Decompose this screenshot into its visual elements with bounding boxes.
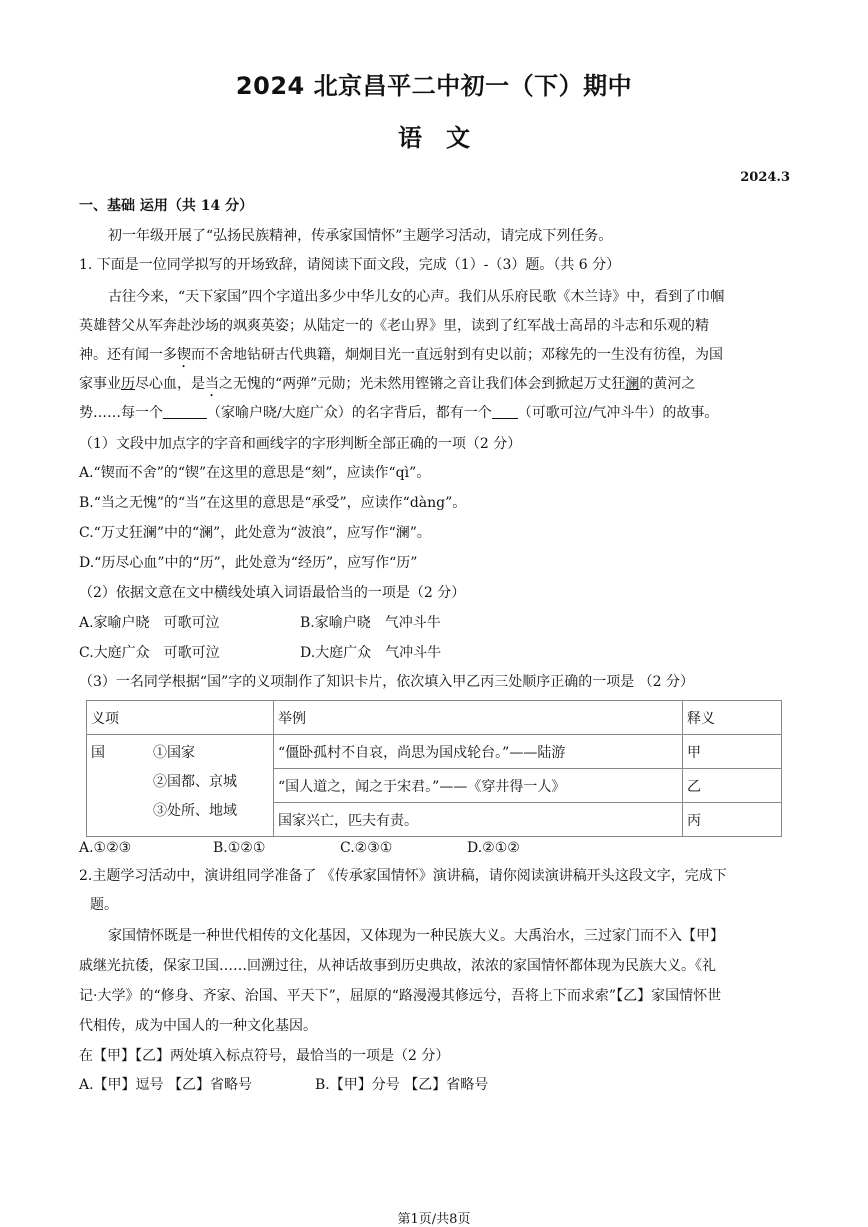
- section-intro: 初一年级开展了“弘扬民族精神，传承家国情怀”主题学习活动，请完成下列任务。: [108, 228, 613, 244]
- q1-paragraph-line-2: 英雄替父从军奔赴沙场的飒爽英姿；从陆定一的《老山界》里，读到了红军战士高昂的斗志和乐观的精: [79, 318, 709, 334]
- option-row: [79, 1075, 784, 1095]
- q1-paragraph-line-1: 古往今来，“天下家国”四个字道出多少中华儿女的心声。我们从乐府民歌《木兰诗》中，看到了巾帼: [108, 289, 725, 305]
- answer-cell: 丙: [683, 803, 782, 837]
- text-segment: 家事业: [79, 376, 121, 392]
- option-b[interactable]: B.家喻户晓 气冲斗牛: [300, 615, 441, 631]
- section-heading: 一、基础 运用（共 14 分）: [79, 198, 254, 214]
- table-header: 释义: [683, 701, 782, 735]
- q1-paragraph-line-4: [79, 374, 784, 400]
- meaning-list: [153, 739, 237, 826]
- q2-paragraph-line-2: 戚继光抗倭，保家卫国……回溯过往，从神话故事到历史典故，浓浓的家国情怀都体现为民族大义。《礼: [79, 958, 716, 974]
- subject-title: 语 文: [398, 124, 470, 152]
- exam-date: 2024.3: [740, 170, 790, 185]
- q2-stem-line-1: 2.主题学习活动中，演讲组同学准备了 《传承家国情怀》演讲稿，请你阅读演讲稿开头这段文字，完成下: [79, 868, 727, 884]
- table-header: 义项: [87, 701, 274, 735]
- answer-cell: 乙: [683, 769, 782, 803]
- option-c[interactable]: C.②③①: [340, 840, 393, 856]
- meaning-cell: [87, 735, 274, 837]
- q2-paragraph-line-1: 家国情怀既是一种世代相传的文化基因，又体现为一种民族大义。大禹治水，三过家门而不入【甲】: [108, 928, 724, 944]
- page-number: 第1页/共8页: [397, 1212, 471, 1227]
- answer-blank[interactable]: [163, 404, 207, 419]
- text-segment: 之无愧的“两弹”元勋；光未然用铿锵之音让我们体会到掀起万丈狂: [219, 376, 626, 392]
- option-d[interactable]: D.“历尽心血”中的“历”，此处意为“经历”，应写作“历”: [79, 555, 418, 571]
- option-b[interactable]: B.【甲】分号 【乙】省略号: [315, 1077, 489, 1093]
- option-c[interactable]: C.“万丈狂澜”中的“澜”，此处意为“波浪”，应写作“澜”。: [79, 525, 431, 541]
- q2-paragraph-line-4: 代相传，成为中国人的一种文化基因。: [79, 1018, 317, 1034]
- example-cell: 国家兴亡，匹夫有责。: [274, 803, 683, 837]
- text-segment: 而不舍地钻研古代典籍，炯炯目光一直远射到有史以前；邓稼先的一生没有彷徨，为国: [191, 347, 723, 363]
- example-cell: “僵卧孤村不自哀，尚思为国戍轮台。”——陆游: [274, 735, 683, 769]
- option-c[interactable]: C.大庭广众 可歌可泣: [79, 645, 220, 661]
- sub-question-1: （1）文段中加点字的字音和画线字的字形判断全部正确的一项（2 分）: [79, 436, 522, 452]
- text-segment: （可歌可泣/气冲斗牛）的故事。: [517, 405, 719, 421]
- text-segment: （家喻户晓/大庭广众）的名字背后，都有一个: [207, 405, 492, 421]
- exam-title: 2024 北京昌平二中初一（下）期中: [235, 72, 633, 100]
- option-row: [79, 838, 784, 858]
- option-d[interactable]: D.②①②: [467, 840, 520, 856]
- q1-stem: 1. 下面是一位同学拟写的开场致辞，请阅读下面文段，完成（1）-（3）题。（共 6 分）: [79, 257, 621, 273]
- underlined-char: 历: [121, 376, 135, 392]
- option-b[interactable]: B.“当之无愧”的“当”在这里的意思是“承受”，应读作“dàng”。: [79, 495, 467, 511]
- answer-cell: 甲: [683, 735, 782, 769]
- meaning-item: ③处所、地域: [153, 803, 237, 819]
- underlined-char: 澜: [625, 376, 640, 392]
- option-row: [79, 613, 784, 633]
- dotted-char: 锲: [177, 347, 191, 363]
- sub-question-2: （2）依据文意在文中横线处填入词语最恰当的一项是（2 分）: [79, 585, 466, 601]
- text-segment: 神。还有闻一多: [79, 347, 177, 363]
- headword: 国: [91, 745, 105, 761]
- knowledge-card-table: [86, 700, 782, 837]
- table-header-row: [87, 701, 782, 735]
- meaning-item: ①国家: [153, 745, 195, 761]
- text-segment: 势……每一个: [79, 405, 163, 421]
- q2-stem-line-2: 题。: [90, 897, 118, 913]
- text-segment: 的黄河之: [639, 376, 696, 392]
- option-d[interactable]: D.大庭广众 气冲斗牛: [300, 645, 442, 661]
- table-row: [87, 735, 782, 769]
- sub-question-3: （3）一名同学根据“国”字的义项制作了知识卡片，依次填入甲乙丙三处顺序正确的一项是 （2 分）: [79, 674, 695, 690]
- option-a[interactable]: A.①②③: [79, 840, 132, 856]
- example-cell: “国人道之，闻之于宋君。”——《穿井得一人》: [274, 769, 683, 803]
- option-b[interactable]: B.①②①: [213, 840, 266, 856]
- option-a[interactable]: A.【甲】逗号 【乙】省略号: [79, 1077, 253, 1093]
- q2-paragraph-line-3: 记·大学》的“修身、齐家、治国、平天下”，屈原的“路漫漫其修远兮，吾将上下而求索”【乙】家国情怀世: [79, 988, 722, 1004]
- q2-question: 在【甲】【乙】两处填入标点符号，最恰当的一项是（2 分）: [79, 1048, 450, 1064]
- table-header: 举例: [274, 701, 683, 735]
- option-row: [79, 643, 784, 663]
- answer-blank[interactable]: [492, 404, 518, 419]
- option-a[interactable]: A.家喻户晓 可歌可泣: [79, 615, 220, 631]
- option-a[interactable]: A.“锲而不舍”的“锲”在这里的意思是“刻”，应读作“qì”。: [79, 465, 431, 481]
- meaning-item: ②国都、京城: [153, 774, 237, 790]
- text-segment: 尽心血，是: [135, 376, 205, 392]
- dotted-char: 当: [205, 376, 219, 392]
- q1-paragraph-line-5: [79, 403, 784, 423]
- q1-paragraph-line-3: [79, 345, 784, 371]
